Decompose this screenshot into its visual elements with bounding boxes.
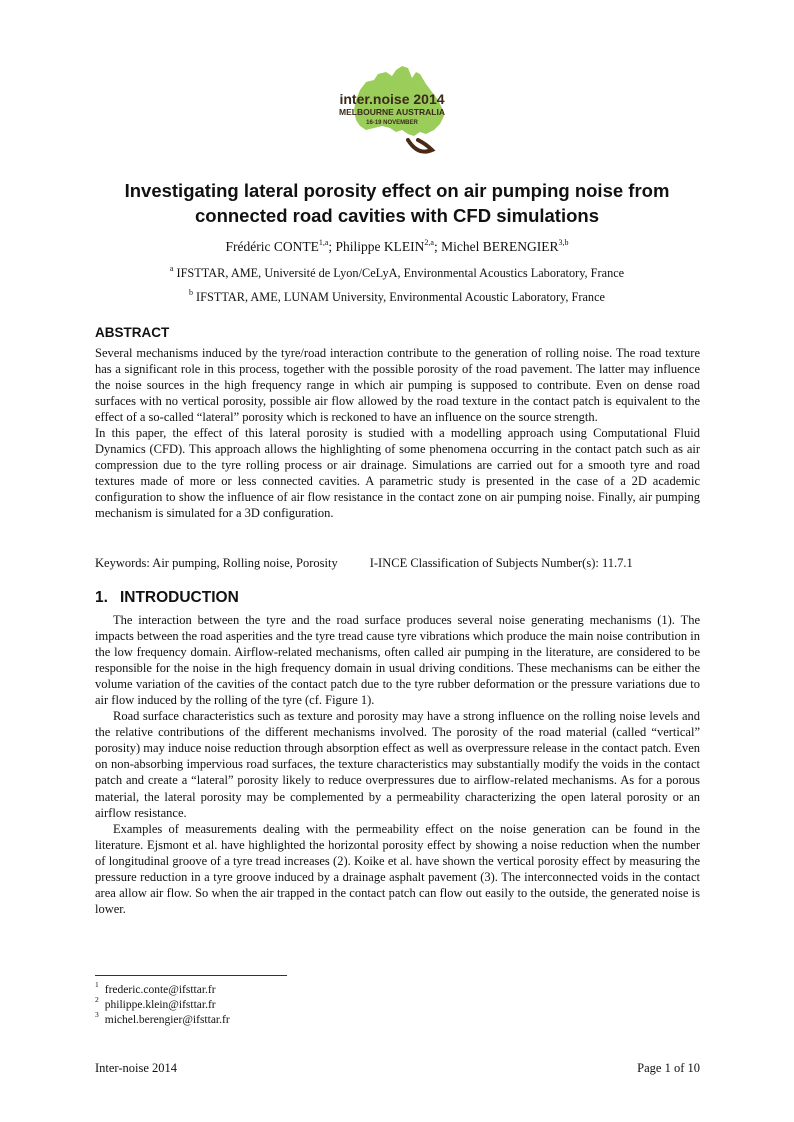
footnote-mark: 2 [95, 995, 99, 1005]
author-sup: 2,a [424, 237, 434, 247]
affiliation-a [80, 265, 714, 281]
affiliation-text: IFSTTAR, AME, LUNAM University, Environmental Acoustic Laboratory, France [196, 290, 606, 304]
footnote-email[interactable]: michel.berengier@ifsttar.fr [104, 1014, 230, 1026]
affiliation-text: IFSTTAR, AME, Université de Lyon/CeLyA, Environmental Acoustics Laboratory, France [176, 266, 625, 280]
keywords-text: Keywords: Air pumping, Rolling noise, Porosity [95, 556, 338, 570]
logo-line3: 16-19 NOVEMBER [366, 120, 418, 126]
introduction-paragraph: Road surface characteristics such as texture and porosity may have a strong influence on the rolling noise levels and the relative contributions of the different mechanisms involved. The porosity of the road material (called “vertical” porosity) may induce noise reduction through absorption effect as well as overpressure release in the contact patch. Even on non-absorbing impervious road surfaces, the texture characteristics may substantially modify the voids in the contact patch and create a “lateral” porosity likely to reduce overpressures due to airflow-related mechanisms. As for a porous material, the lateral porosity may be complemented by a permeability characterizing the open lateral porosity or an airflow resistance. [95, 709, 700, 820]
footnote-email[interactable]: philippe.klein@ifsttar.fr [104, 999, 216, 1011]
paper-title [80, 178, 714, 228]
section-number: 1. [95, 589, 108, 606]
footnote-divider [95, 975, 287, 976]
footnotes [95, 980, 230, 1028]
footnote [95, 995, 230, 1013]
author-separator: ; [328, 239, 336, 254]
ince-classification: I-INCE Classification of Subjects Number(s): 11.7.1 [369, 556, 633, 570]
affiliation-b [80, 289, 714, 305]
author-name: Philippe KLEIN [335, 239, 425, 254]
author-sup: 3,b [558, 237, 569, 247]
abstract-heading: ABSTRACT [95, 325, 170, 340]
author-list [80, 238, 714, 256]
title-line2: connected road cavities with CFD simulations [194, 205, 599, 226]
affiliation-mark: a [169, 263, 174, 273]
section-title: INTRODUCTION [119, 589, 239, 606]
footnote [95, 1010, 230, 1028]
author-name: Michel BERENGIER [441, 239, 559, 254]
author-name: Frédéric CONTE [225, 239, 319, 254]
introduction-heading [95, 589, 239, 607]
title-line1: Investigating lateral porosity effect on air pumping noise from [124, 180, 670, 201]
logo-line2: MELBOURNE AUSTRALIA [339, 107, 445, 117]
australia-map-logo [322, 60, 462, 162]
footnote [95, 980, 230, 998]
affiliation-mark: b [188, 287, 193, 297]
footnote-email[interactable]: frederic.conte@ifsttar.fr [104, 984, 216, 996]
abstract-paragraph: Several mechanisms induced by the tyre/road interaction contribute to the generation of rolling noise. The road texture has a significant role in this process, together with the possible porosity of the road pavement. The latter may influence the noise sources in the high frequency range in which air pumping is supposed to contribute. Even on dense road surfaces with no vertical porosity, possible air flow allowed by the road texture in the contact patch is equivalent to the effect of a so-called “lateral” porosity which is reckoned to have an influence on the source strength. [95, 346, 700, 425]
abstract-body [95, 345, 700, 522]
author-separator: ; [433, 239, 442, 254]
footnote-mark: 1 [95, 980, 99, 990]
keywords-line [95, 555, 700, 571]
introduction-paragraph: The interaction between the tyre and the road surface produces several noise generating mechanisms (1). The impacts between the road asperities and the tyre tread cause tyre vibrations which produce the main noise contribution in the low frequency domain. Airflow-related mechanisms, often called air pumping in the literature, are considered to be responsible for the noise in the high frequency domain in usual driving conditions. These mechanisms can be either the volume variation of the cavities of the contact patch due to the tyre rubber deformation or the pressure variations due to air flow induced by the rolling of the tyre (cf. Figure 1). [95, 613, 700, 708]
abstract-paragraph: In this paper, the effect of this lateral porosity is studied with a modelling approach using Computational Fluid Dynamics (CFD). This approach allows the highlighting of some phenomena occurring in the contact patch such as air compression due to the tyre rolling process or air drainage. Simulations are carried out for a smooth tyre and road textures made of more or less connected cavities. A parametric study is presented in the case of a 2D academic configuration to show the influence of air flow resistance in the contact zone on air pumping noise. Finally, air pumping mechanism is simulated for a 3D configuration. [95, 426, 700, 521]
author-sup: 1,a [318, 237, 329, 247]
conference-logo [322, 60, 462, 162]
introduction-paragraph: Examples of measurements dealing with the permeability effect on the noise generation can be found in the literature. Ejsmont et al. have highlighted the horizontal porosity effect by showing a noise reduction when the number of longitudinal groove of a tyre tread increases (2). Koike et al. have shown the vertical porosity effect by measuring the pressure reduction in a tyre groove induced by a drainage asphalt pavement (3). The interconnected voids in the contact area allow air flow. So when the air trapped in the contact patch can flow out easily to the outside, the generated noise is lower. [95, 821, 700, 916]
footer-conference: Inter-noise 2014 [95, 1061, 178, 1075]
introduction-body [95, 612, 700, 917]
footer-page-number: Page 1 of 10 [637, 1061, 700, 1075]
footnote-mark: 3 [95, 1010, 99, 1020]
logo-line1: inter.noise 2014 [339, 91, 445, 107]
boomerang-shape [408, 140, 432, 152]
